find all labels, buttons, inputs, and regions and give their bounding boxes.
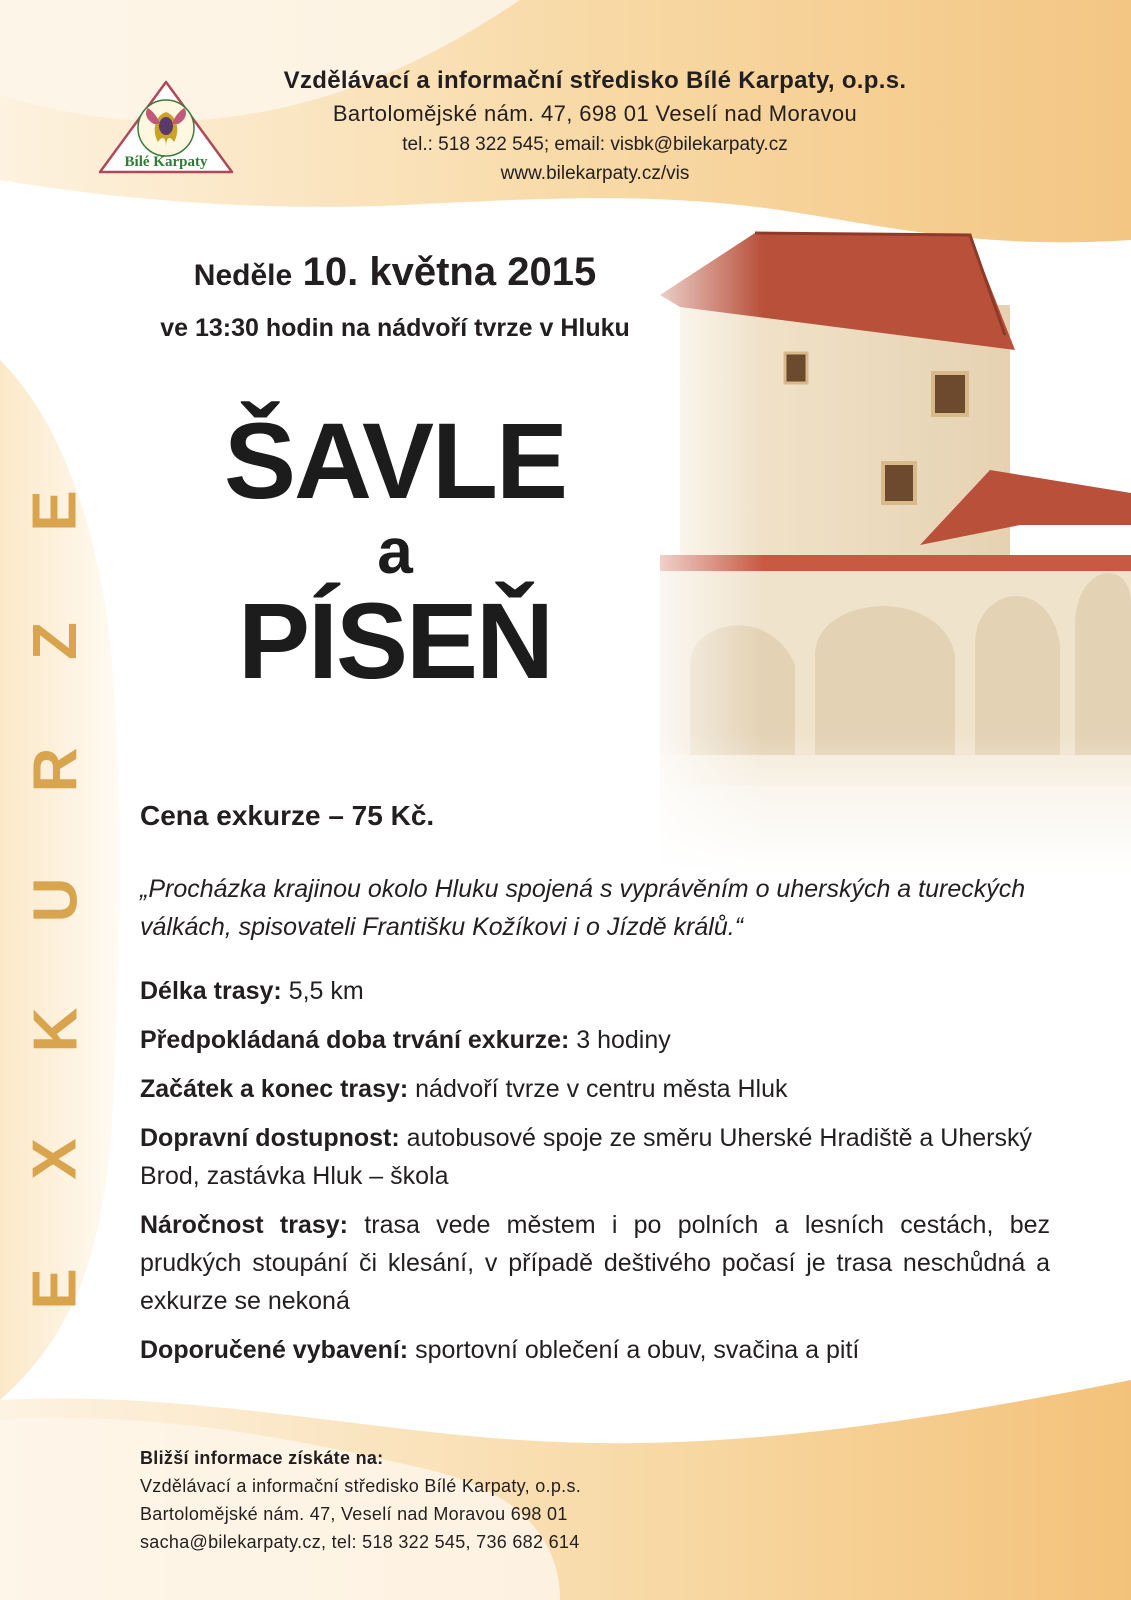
detail-length-label: Délka trasy: (140, 977, 282, 1005)
detail-transport-label: Dopravní dostupnost: (140, 1124, 400, 1152)
detail-equipment-label: Doporučené vybavení: (140, 1336, 409, 1364)
header-address: Bartolomějské nám. 47, 698 01 Veselí nad Moravou (332, 101, 858, 126)
detail-duration-label: Předpokládaná doba trvání exkurze: (140, 1026, 570, 1054)
detail-duration (140, 1021, 1050, 1059)
header (240, 64, 950, 188)
event-time-place: ve 13:30 hodin na nádvoří tvrze v Hluku (160, 314, 630, 342)
footer (140, 1444, 581, 1556)
title-line-3: PÍSEŇ (237, 580, 553, 701)
header-contact: tel.: 518 322 545; email: visbk@bilekarpaty.cz (402, 134, 788, 155)
detail-difficulty (140, 1206, 1050, 1320)
event-date (110, 250, 680, 295)
title-line-2: a (377, 515, 413, 587)
vertical-letter: Z (21, 621, 90, 660)
detail-equipment (140, 1331, 1050, 1369)
price: Cena exkurze – 75 Kč. (140, 800, 435, 831)
vertical-letter: R (21, 747, 90, 793)
detail-length (140, 972, 1050, 1010)
vertical-letter: E (20, 490, 90, 532)
bile-karpaty-logo (96, 76, 236, 180)
vertical-letter: X (20, 1138, 90, 1180)
event-date-value: 10. května 2015 (302, 250, 597, 294)
detail-start (140, 1070, 1050, 1108)
event-title (190, 402, 600, 700)
detail-length-value: 5,5 km (288, 977, 364, 1005)
detail-duration-value: 3 hodiny (576, 1026, 671, 1054)
detail-difficulty-value: trasa vede městem i po polních a lesních cestách, bez prudkých stoupání či klesání, v případě deštivého počasí je trasa neschůdná a exkurze se nekoná (140, 1211, 1050, 1315)
vertical-letter: K (21, 1007, 90, 1053)
vertical-letter: E (20, 1268, 90, 1310)
event-weekday: Neděle (193, 259, 293, 292)
detail-transport-value: autobusové spoje ze směru Uherské Hradiště a Uherský Brod, zastávka Hluk – škola (140, 1124, 1032, 1190)
footer-heading: Bližší informace získáte na: (140, 1448, 384, 1468)
detail-equipment-value: sportovní oblečení a obuv, svačina a pití (415, 1336, 860, 1364)
footer-address: Bartolomějské nám. 47, Veselí nad Moravou 698 01 (140, 1504, 568, 1524)
footer-contact: sacha@bilekarpaty.cz, tel: 518 322 545, 736 682 614 (140, 1532, 580, 1552)
detail-start-value: nádvoří tvrze v centru města Hluk (415, 1075, 788, 1103)
event-quote: „Procházka krajinou okolo Hluku spojená s vyprávěním o uherských a tureckých válkách, spisovateli Františku Kožíkovi i o Jízdě králů.“ (140, 875, 1026, 941)
detail-transport (140, 1119, 1050, 1195)
castle-photo (620, 225, 1131, 875)
detail-start-label: Začátek a konec trasy: (140, 1075, 409, 1103)
header-website: www.bilekarpaty.cz/vis (500, 163, 690, 184)
logo-brand-text: Bílé Karpaty (124, 154, 208, 170)
detail-difficulty-label: Náročnost trasy: (140, 1211, 349, 1239)
title-line-1: ŠAVLE (223, 400, 567, 521)
event-details (140, 972, 1050, 1380)
vertical-letter: U (21, 877, 90, 923)
footer-organization: Vzdělávací a informační středisko Bílé Karpaty, o.p.s. (140, 1476, 582, 1496)
vertical-label (20, 480, 90, 1320)
header-organization: Vzdělávací a informační středisko Bílé Karpaty, o.p.s. (283, 67, 907, 94)
